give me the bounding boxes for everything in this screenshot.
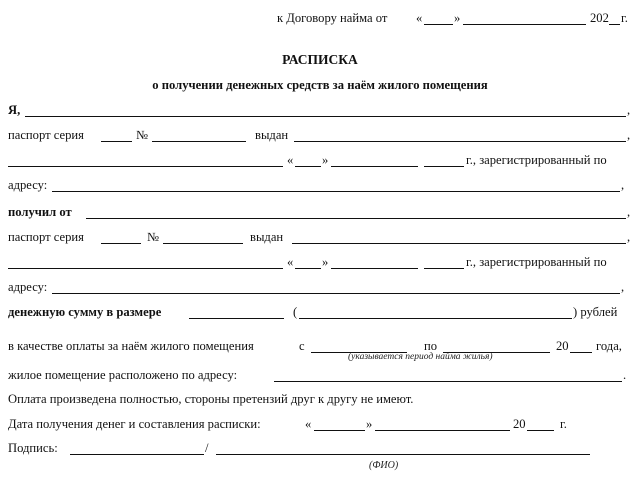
amount-currency-label: ) рублей bbox=[573, 305, 618, 319]
payer-passport-comma: , bbox=[627, 230, 631, 244]
payer-issue-month-field[interactable] bbox=[331, 268, 418, 269]
header-day-field[interactable] bbox=[424, 24, 453, 25]
property-period: . bbox=[623, 368, 627, 382]
issue-registered-label: г., зарегистрированный по bbox=[466, 153, 607, 167]
payer-passport-issued-by-field[interactable] bbox=[292, 243, 626, 244]
date-label: Дата получения денег и составления расписки: bbox=[8, 417, 261, 431]
period-from-label: с bbox=[299, 339, 305, 353]
passport-number-field[interactable] bbox=[152, 141, 246, 142]
header-year-field[interactable] bbox=[609, 24, 620, 25]
payer-registered-label: г., зарегистрированный по bbox=[466, 255, 607, 269]
period-year-field[interactable] bbox=[570, 352, 592, 353]
address-label: адресу: bbox=[8, 178, 48, 192]
document-subtitle: о получении денежных средств за наём жилого помещения bbox=[152, 78, 488, 92]
amount-words-field[interactable] bbox=[299, 318, 572, 319]
header-quote-open: « bbox=[416, 11, 423, 25]
header-quote-close: » bbox=[454, 11, 461, 25]
payment-purpose-label: в качестве оплаты за наём жилого помещения bbox=[8, 339, 254, 353]
payer-issue-quote-close: » bbox=[322, 255, 329, 269]
payment-statement: Оплата произведена полностью, стороны претензий друг к другу не имеют. bbox=[8, 392, 414, 406]
address-comma: , bbox=[621, 178, 625, 192]
payer-issue-quote-open: « bbox=[287, 255, 294, 269]
passport-number-label: № bbox=[136, 128, 149, 142]
period-to-label: по bbox=[424, 339, 438, 353]
receipt-year-prefix: 20 bbox=[513, 417, 526, 431]
property-address-label: жилое помещение расположено по адресу: bbox=[8, 368, 238, 382]
issue-day-field[interactable] bbox=[295, 166, 321, 167]
amount-digits-field[interactable] bbox=[189, 318, 284, 319]
property-address-field[interactable] bbox=[274, 381, 622, 382]
payer-address-label: адресу: bbox=[8, 280, 48, 294]
header-year-prefix: 202 bbox=[590, 11, 609, 25]
period-year-suffix: года, bbox=[596, 339, 622, 353]
payer-passport-series-field[interactable] bbox=[101, 243, 141, 244]
passport-issued-comma: , bbox=[627, 128, 631, 142]
amount-paren-open: ( bbox=[293, 305, 298, 319]
fio-note: (ФИО) bbox=[369, 460, 399, 471]
amount-label: денежную сумму в размере bbox=[8, 305, 162, 319]
payer-address-field[interactable] bbox=[52, 293, 620, 294]
signature-field[interactable] bbox=[70, 454, 204, 455]
period-hint-note: (указывается период найма жилья) bbox=[348, 352, 493, 362]
header-year-suffix: г. bbox=[621, 11, 628, 25]
passport-issued-by-continued-field[interactable] bbox=[8, 166, 283, 167]
issue-year-field[interactable] bbox=[424, 166, 464, 167]
receipt-day-field[interactable] bbox=[314, 430, 365, 431]
recipient-comma: , bbox=[627, 103, 631, 117]
passport-issued-by-field[interactable] bbox=[294, 141, 626, 142]
recipient-name-field[interactable] bbox=[25, 116, 626, 117]
date-quote-close: » bbox=[366, 417, 373, 431]
passport-series-field[interactable] bbox=[101, 141, 132, 142]
payer-issued-by-continued-field[interactable] bbox=[8, 268, 283, 269]
payer-comma: , bbox=[627, 205, 631, 219]
payer-passport-issued-label: выдан bbox=[250, 230, 284, 244]
signature-label: Подпись: bbox=[8, 441, 58, 455]
payer-passport-series-label: паспорт серия bbox=[8, 230, 84, 244]
receipt-month-field[interactable] bbox=[375, 430, 510, 431]
payer-label: получил от bbox=[8, 205, 72, 219]
registration-address-field[interactable] bbox=[52, 191, 620, 192]
receipt-year-field[interactable] bbox=[527, 430, 554, 431]
passport-series-label: паспорт серия bbox=[8, 128, 84, 142]
document-title: РАСПИСКА bbox=[282, 52, 358, 67]
signature-slash: / bbox=[205, 441, 209, 455]
payer-issue-day-field[interactable] bbox=[295, 268, 321, 269]
signature-name-field[interactable] bbox=[216, 454, 590, 455]
issue-month-field[interactable] bbox=[331, 166, 418, 167]
period-year-prefix: 20 bbox=[556, 339, 569, 353]
payer-passport-number-field[interactable] bbox=[163, 243, 243, 244]
issue-date-quote-open: « bbox=[287, 153, 294, 167]
date-quote-open: « bbox=[305, 417, 312, 431]
payer-address-comma: , bbox=[621, 280, 625, 294]
receipt-year-suffix: г. bbox=[560, 417, 567, 431]
header-month-field[interactable] bbox=[463, 24, 586, 25]
payer-passport-number-label: № bbox=[147, 230, 160, 244]
issue-date-quote-close: » bbox=[322, 153, 329, 167]
recipient-label: Я, bbox=[8, 103, 21, 117]
payer-issue-year-field[interactable] bbox=[424, 268, 464, 269]
contract-reference-label: к Договору найма от bbox=[277, 11, 388, 25]
passport-issued-label: выдан bbox=[255, 128, 289, 142]
payer-name-field[interactable] bbox=[86, 218, 626, 219]
